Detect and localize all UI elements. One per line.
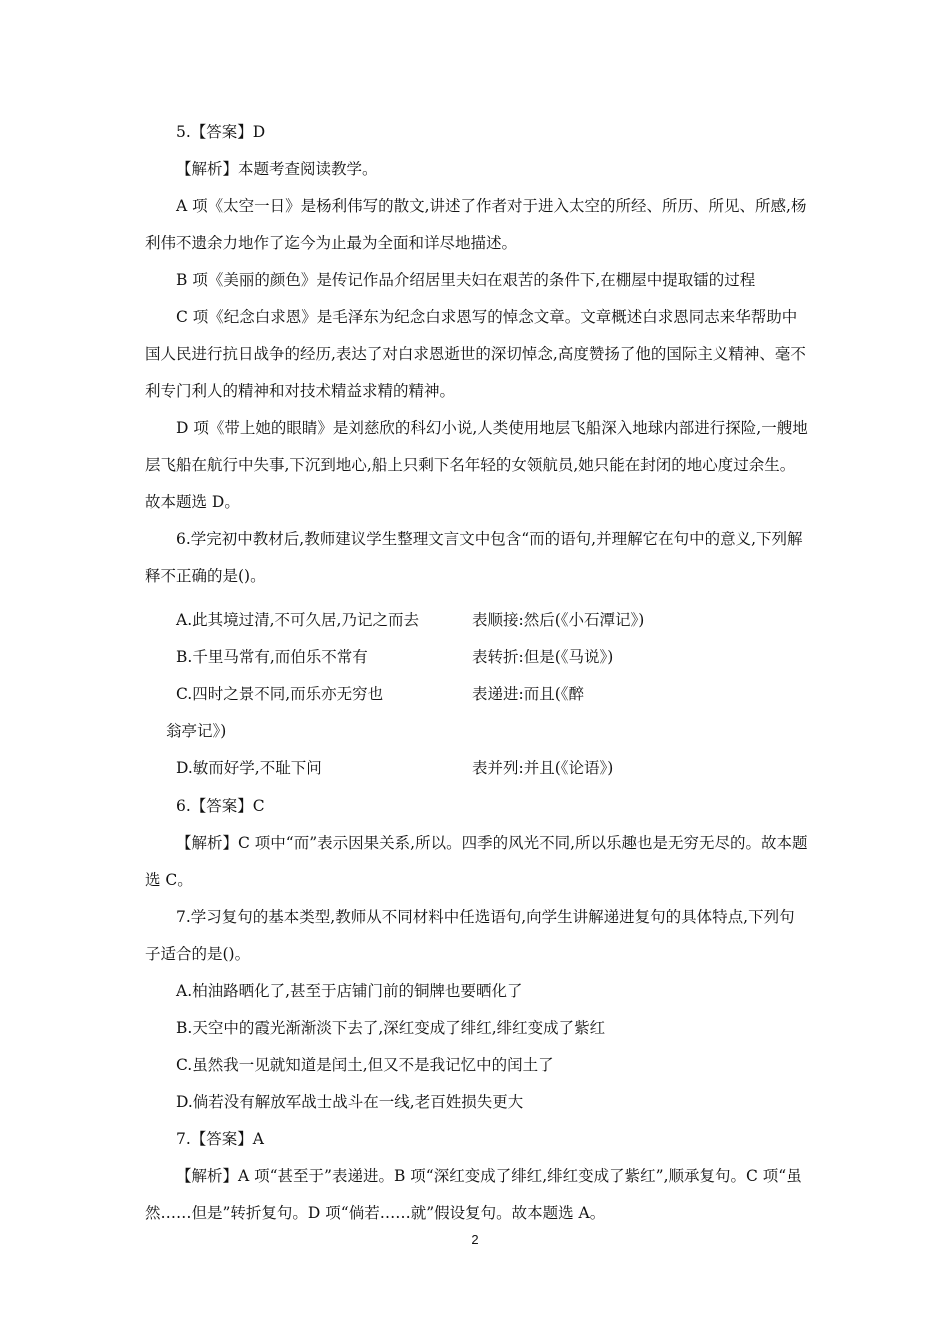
option-sentence: B.千里马常有,而伯乐不常有 [176, 648, 368, 666]
q6-option-c [176, 676, 816, 713]
q6-answer: 6.【答案】C [176, 797, 265, 815]
q6-option-d [176, 750, 816, 787]
q7-analysis: 【解析】A 项“甚至于”表递进。B 项“深红变成了绯红,绯红变成了紫红”,顺承复句。C 项“虽然……但是”转折复句。D 项“倘若……就”假设复句。故本题选 A。 [145, 1167, 802, 1222]
q6-analysis: 【解析】C 项中“而”表示因果关系,所以。四季的风光不同,所以乐趣也是无穷无尽的。故本题选 C。 [145, 834, 808, 889]
q5-analysis-a: A 项《太空一日》是杨利伟写的散文,讲述了作者对于进入太空的所经、所历、所见、所感,杨利伟不遗余力地作了迄今为止最为全面和详尽地描述。 [145, 197, 807, 252]
q5-analysis-c: C 项《纪念白求恩》是毛泽东为纪念白求恩写的悼念文章。文章概述白求恩同志来华帮助中国人民进行抗日战争的经历,表达了对白求恩逝世的深切悼念,高度赞扬了他的国际主义精神、毫不利专门利人的精神和对技术精益求精的精神。 [145, 308, 806, 400]
q7-option-b: B.天空中的霞光渐渐淡下去了,深红变成了绯红,绯红变成了紫红 [176, 1019, 606, 1037]
q6-question: 6.学完初中教材后,教师建议学生整理文言文中包含“而的语句,并理解它在句中的意义,下列解释不正确的是()。 [145, 530, 803, 585]
option-sentence: A.此其境过清,不可久居,乃记之而去 [176, 611, 419, 629]
q7-option-a: A.柏油路晒化了,甚至于店铺门前的铜牌也要晒化了 [176, 982, 523, 1000]
q7-option-d: D.倘若没有解放军战士战斗在一线,老百姓损失更大 [176, 1093, 524, 1111]
q5-answer: 5.【答案】D [176, 123, 266, 141]
option-explanation-wrap: 翁亭记》) [166, 722, 227, 740]
option-explanation: 表递进:而且(《醉 [472, 685, 585, 703]
q5-analysis-b: B 项《美丽的颜色》是传记作品介绍居里夫妇在艰苦的条件下,在棚屋中提取镭的过程 [176, 271, 756, 289]
option-sentence: C.四时之景不同,而乐亦无穷也 [176, 685, 384, 703]
q7-question: 7.学习复句的基本类型,教师从不同材料中任选语句,向学生讲解递进复句的具体特点,下列句子适合的是()。 [145, 908, 795, 963]
option-explanation: 表并列:并且(《论语》) [472, 759, 614, 777]
q5-analysis-intro: 【解析】本题考查阅读教学。 [176, 160, 378, 178]
q7-option-c: C.虽然我一见就知道是闰土,但又不是我记忆中的闰土了 [176, 1056, 554, 1074]
q6-option-c-wrap [166, 713, 806, 750]
option-explanation: 表顺接:然后(《小石潭记》) [472, 611, 645, 629]
q7-answer: 7.【答案】A [176, 1130, 264, 1148]
option-explanation: 表转折:但是(《马说》) [472, 648, 614, 666]
q6-option-a [176, 602, 816, 639]
page-number: 2 [471, 1232, 479, 1247]
option-sentence: D.敏而好学,不耻下问 [176, 759, 322, 777]
q5-analysis-d: D 项《带上她的眼睛》是刘慈欣的科幻小说,人类使用地层飞船深入地球内部进行探险,一艘地层飞船在航行中失事,下沉到地心,船上只剩下名年轻的女领航员,她只能在封闭的地心度过余生。故本题选 D。 [145, 419, 808, 511]
q6-option-b [176, 639, 816, 676]
